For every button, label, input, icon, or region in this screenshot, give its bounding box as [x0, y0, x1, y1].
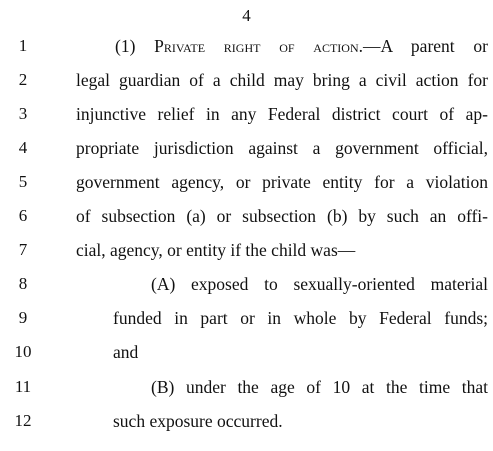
document-line — [0, 131, 493, 165]
line-text: injunctive relief in any Federal district court of ap- — [76, 104, 488, 124]
document-line — [0, 370, 493, 404]
document-line — [0, 63, 493, 97]
document-line — [0, 165, 493, 199]
document-line — [0, 199, 493, 233]
line-number: 11 — [14, 377, 32, 396]
line-text: of subsection (a) or subsection (b) by such an offi- — [76, 206, 488, 226]
line-number: 8 — [18, 274, 28, 293]
document-line — [0, 301, 493, 335]
paragraph-marker: (1) — [115, 36, 155, 56]
page-number: 4 — [242, 6, 251, 25]
line-text: government agency, or private entity for a violation — [76, 172, 488, 192]
document-line — [0, 233, 493, 267]
line-text: and — [113, 342, 139, 362]
line-number: 2 — [18, 70, 28, 89]
document-line — [0, 29, 493, 63]
line-number: 12 — [14, 411, 32, 430]
line-number: 10 — [14, 342, 32, 361]
section-heading: Private right of action — [154, 36, 359, 56]
document-line — [0, 97, 493, 131]
document-line — [0, 335, 493, 369]
line-number: 9 — [18, 308, 28, 327]
line-number: 4 — [18, 138, 28, 157]
line-text: funded in part or in whole by Federal funds; — [113, 308, 488, 328]
line-text: cial, agency, or entity if the child was— — [76, 240, 356, 260]
document-line — [0, 267, 493, 301]
heading-continuation: .—A parent or — [358, 36, 488, 56]
line-text: propriate jurisdiction against a government official, — [76, 138, 488, 158]
line-number: 1 — [18, 36, 28, 55]
line-number: 5 — [18, 172, 28, 191]
line-number: 6 — [18, 206, 28, 225]
document-line — [0, 404, 493, 438]
line-text — [115, 35, 488, 57]
line-text: (B) under the age of 10 at the time that — [151, 377, 488, 397]
line-text: such exposure occurred. — [113, 411, 283, 431]
line-number: 3 — [18, 104, 28, 123]
line-text: legal guardian of a child may bring a civil action for — [76, 70, 488, 90]
line-number: 7 — [18, 240, 28, 259]
line-text: (A) exposed to sexually-oriented material — [151, 274, 488, 294]
